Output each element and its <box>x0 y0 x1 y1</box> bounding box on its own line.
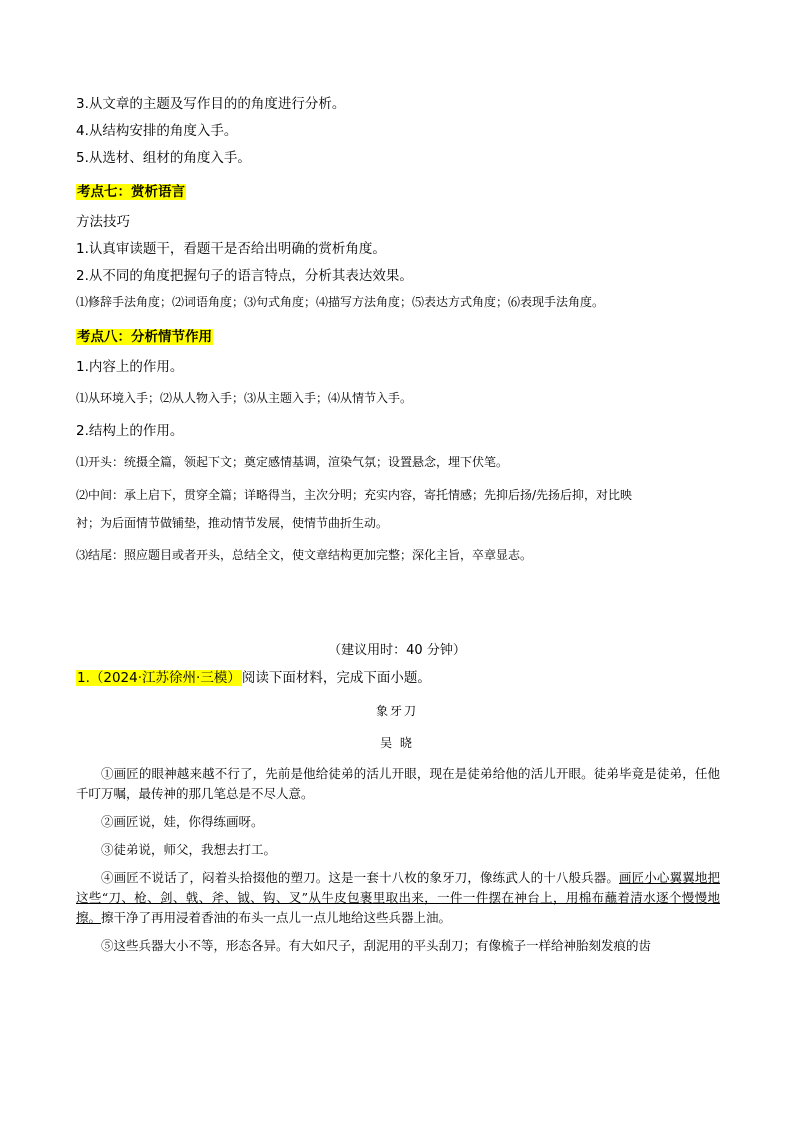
structure-opening: ⑴开头：统摄全篇，领起下文；奠定感情基调，渲染气氛；设置悬念，埋下伏笔。 <box>76 455 509 469</box>
item-structure-angle: 4.从结构安排的角度入手。 <box>76 123 238 139</box>
story-paragraph-3: ③徒弟说，师父，我想去打工。 <box>101 842 277 857</box>
question-instruction: 阅读下面材料，完成下面小题。 <box>241 670 431 686</box>
story-paragraph-4-end: 擦干净了再用浸着香油的布头一点儿一点儿地给这些兵器上油。 <box>101 910 452 925</box>
structure-ending: ⑶结尾：照应题目或者开头，总结全文，使文章结构更加完整；深化主旨，卒章显志。 <box>76 548 533 562</box>
story-paragraph-4-start: ④画匠不说话了，闷着头拾掇他的塑刀。这是一套十八枚的象牙刀，像练武人的十八般兵器。 <box>101 870 620 885</box>
story-paragraph-2: ②画匠说，娃，你得练画呀。 <box>101 814 264 829</box>
kaodian7-heading-row <box>76 182 186 202</box>
story-title: 象牙刀 <box>375 704 418 718</box>
kaodian7-item1: 1.认真审读题干，看题干是否给出明确的赏析角度。 <box>76 241 386 257</box>
story-author: 吴 晓 <box>380 736 414 750</box>
item-theme-angle: 3.从文章的主题及写作目的的角度进行分析。 <box>76 96 346 112</box>
structure-role-title: 2.结构上的作用。 <box>76 423 184 439</box>
story-body <box>76 764 720 956</box>
structure-middle-line1: ⑵中间：承上启下，贯穿全篇；详略得当，主次分明；充实内容，寄托情感；先抑后扬/先扬后抑，对比映 <box>76 488 633 502</box>
content-role-detail: ⑴从环境入手；⑵从人物入手；⑶从主题入手；⑷从情节入手。 <box>76 391 413 405</box>
structure-middle-line2: 衬；为后面情节做铺垫，推动情节发展，使情节曲折生动。 <box>76 516 389 530</box>
content-role-title: 1.内容上的作用。 <box>76 359 184 375</box>
kaodian8-heading-row <box>76 327 213 347</box>
kaodian7-heading: 考点七：赏析语言 <box>77 184 185 200</box>
question-source-tag: 1.（2024·江苏徐州·三模） <box>77 670 241 686</box>
story-paragraph-1: ①画匠的眼神越来越不行了，先前是他给徒弟的活儿开眼，现在是徒弟给他的活儿开眼。徒弟毕竟是徒弟，任他千叮万嘱，最传神的那几笔总是不尽人意。 <box>76 766 720 801</box>
item-material-angle: 5.从选材、组材的角度入手。 <box>76 150 251 166</box>
story-paragraph-4 <box>76 868 720 928</box>
kaodian8-heading: 考点八：分析情节作用 <box>77 329 212 345</box>
question-1-row <box>76 668 431 688</box>
underlined-sentence: 画匠小心翼翼地把这些“刀、枪、剑、戟、斧、钺、钩、叉”从牛皮包裹里取出来，一件一件摆在神台上，用棉布蘸着清水逐个慢慢地擦。 <box>76 870 720 925</box>
story-paragraph-5: ⑤这些兵器大小不等，形态各异。有大如尺子，刮泥用的平头刮刀；有像梳子一样给神胎刻发痕的齿 <box>101 938 652 953</box>
kaodian7-item3: ⑴修辞手法角度；⑵词语角度；⑶句式角度；⑷描写方法角度；⑸表达方式角度；⑹表现手法角度。 <box>76 295 605 309</box>
kaodian7-item2: 2.从不同的角度把握句子的语言特点，分析其表达效果。 <box>76 268 413 284</box>
kaodian7-subhead: 方法技巧 <box>76 214 130 230</box>
time-note: （建议用时：40 分钟） <box>328 643 466 658</box>
